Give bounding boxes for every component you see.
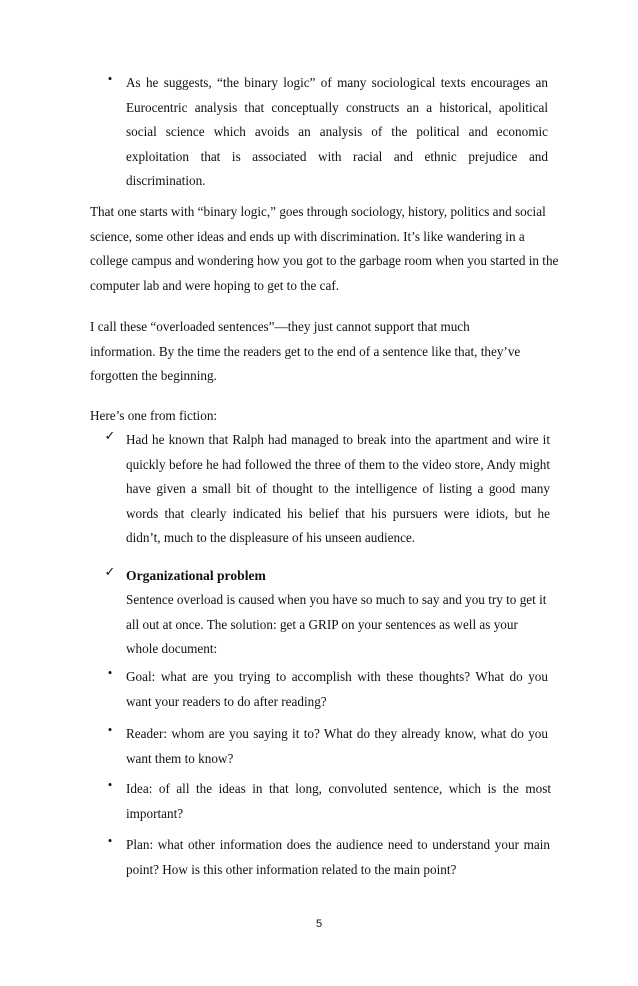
organizational-problem-text: Sentence overload is caused when you have so much to say and you try to get it all out at once. The solution: get a GRIP on your sentences as well as your whole document: [126,592,547,656]
grip-plan-item: Plan: what other information does the audience need to understand your main point? How is this other information related to the main point? [126,837,550,877]
grip-goal-item: Goal: what are you trying to accomplish with these thoughts? What do you want your readers to do after reading? [126,669,548,709]
grip-idea-item: Idea: of all the ideas in that long, convoluted sentence, which is the most important? [126,781,551,821]
grip-reader-item: Reader: whom are you saying it to? What do they already know, what do you want them to know? [126,726,548,766]
paragraph-fiction-intro: Here’s one from fiction: [90,408,218,423]
organizational-problem-heading: Organizational problem [126,568,266,583]
paragraph-binary-logic: That one starts with “binary logic,” goes through sociology, history, politics and social science, some other ideas and ends up with discrimination. It’s like wandering in a college campus and wondering how you got to the garbage room when you started in the computer lab and were hoping to get to the caf. [90,204,559,293]
bullet-marker: • [107,777,113,792]
page-number: 5 [315,918,323,930]
check-item-fiction-example: Had he known that Ralph had managed to break into the apartment and wire it quickly before he had followed the three of them to the video store, Andy might have given a small bit of thought to the intelligence of listing a good many words that clearly indicated his belief that his pursuers were idiots, but he didn’t, much to the displeasure of his unseen audience. [126,432,550,545]
bullet-marker: • [107,665,113,680]
bullet-marker: • [107,833,113,848]
bullet-text-binary-logic: As he suggests, “the binary logic” of many sociological texts encourages an Eurocentric analysis that conceptually constructs an a historical, apolitical social science which avoids an analysis of the political and economic exploitation that is associated with racial and ethnic prejudice and discrimination. [126,75,548,188]
bullet-marker: • [107,71,113,86]
paragraph-overloaded-sentences: I call these “overloaded sentences”—they just cannot support that much information. By the time the readers get to the end of a sentence like that, they’ve forgotten the beginning. [90,319,521,383]
checkmark-icon: ✓ [104,428,116,443]
checkmark-icon: ✓ [104,564,116,579]
bullet-marker: • [107,722,113,737]
